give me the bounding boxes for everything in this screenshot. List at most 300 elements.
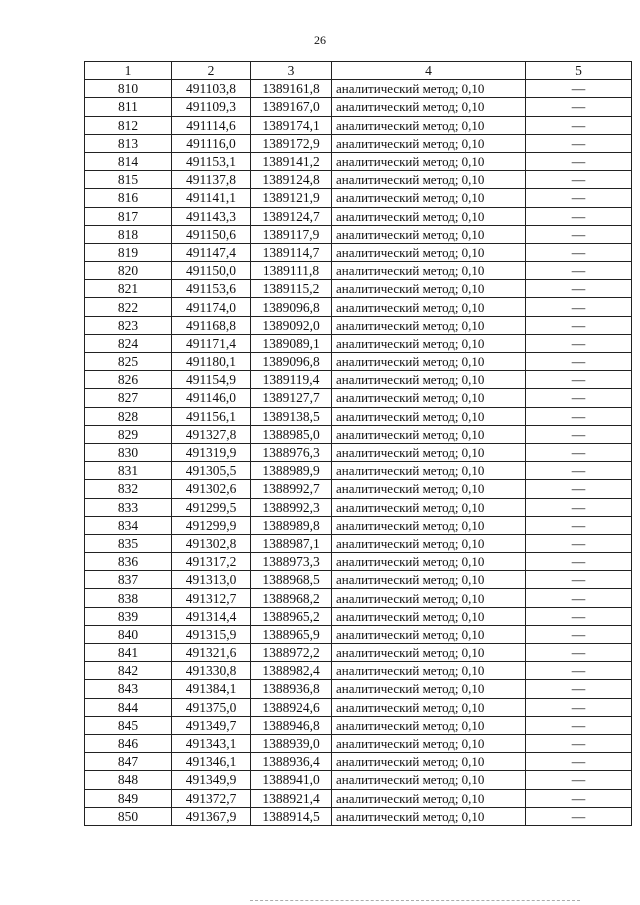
note-cell: — bbox=[571, 572, 586, 588]
coordinate-x-cell: 491153,6 bbox=[185, 281, 237, 297]
table-row bbox=[85, 425, 632, 443]
table-row bbox=[85, 80, 632, 98]
coordinate-y-cell: 1388914,5 bbox=[262, 808, 320, 824]
method-accuracy-cell: аналитический метод; 0,10 bbox=[336, 208, 485, 224]
coordinate-y-cell: 1388982,4 bbox=[262, 663, 320, 679]
coordinate-y-cell: 1389121,9 bbox=[262, 190, 320, 206]
point-number bbox=[85, 171, 172, 189]
coordinate-y-cell: 1389117,9 bbox=[262, 226, 320, 242]
point-number bbox=[85, 134, 172, 152]
point-number bbox=[85, 189, 172, 207]
point-number-cell: 837 bbox=[117, 572, 139, 588]
method-accuracy-cell: аналитический метод; 0,10 bbox=[336, 736, 485, 752]
method-accuracy-cell: аналитический метод; 0,10 bbox=[336, 281, 485, 297]
coordinate-x bbox=[172, 425, 251, 443]
point-number-cell: 817 bbox=[117, 208, 139, 224]
coordinate-y-cell: 1388989,9 bbox=[262, 463, 320, 479]
note bbox=[526, 371, 632, 389]
point-number-cell: 845 bbox=[117, 717, 139, 733]
note-cell: — bbox=[571, 554, 586, 570]
method-accuracy-cell: аналитический метод; 0,10 bbox=[336, 790, 485, 806]
coordinate-x bbox=[172, 716, 251, 734]
note bbox=[526, 243, 632, 261]
note bbox=[526, 262, 632, 280]
method-accuracy-cell: аналитический метод; 0,10 bbox=[336, 81, 485, 97]
coordinate-y bbox=[251, 462, 332, 480]
coordinate-x-cell: 491154,9 bbox=[185, 372, 237, 388]
method-accuracy bbox=[332, 516, 526, 534]
note-cell: — bbox=[571, 390, 586, 406]
coordinate-y bbox=[251, 716, 332, 734]
coordinate-x-cell: 491330,8 bbox=[185, 663, 237, 679]
point-number bbox=[85, 334, 172, 352]
method-accuracy bbox=[332, 462, 526, 480]
table-row bbox=[85, 662, 632, 680]
coordinate-x bbox=[172, 225, 251, 243]
point-number-cell: 847 bbox=[117, 754, 139, 770]
method-accuracy bbox=[332, 734, 526, 752]
point-number bbox=[85, 243, 172, 261]
method-accuracy bbox=[332, 316, 526, 334]
coordinate-x-cell: 491156,1 bbox=[185, 408, 237, 424]
point-number bbox=[85, 425, 172, 443]
note bbox=[526, 589, 632, 607]
coordinate-x bbox=[172, 134, 251, 152]
coordinate-y-cell: 1389161,8 bbox=[262, 81, 320, 97]
coordinate-y-cell: 1389111,8 bbox=[262, 263, 320, 279]
coordinate-x bbox=[172, 243, 251, 261]
coordinate-x bbox=[172, 644, 251, 662]
note-cell: — bbox=[571, 754, 586, 770]
table-row bbox=[85, 571, 632, 589]
coordinate-y-cell: 1388992,7 bbox=[262, 481, 320, 497]
coordinate-x bbox=[172, 152, 251, 170]
note-cell: — bbox=[571, 317, 586, 333]
table-row bbox=[85, 371, 632, 389]
method-accuracy bbox=[332, 480, 526, 498]
coordinate-y-cell: 1388976,3 bbox=[262, 445, 320, 461]
coordinate-y bbox=[251, 480, 332, 498]
coordinate-x bbox=[172, 607, 251, 625]
table-row bbox=[85, 789, 632, 807]
table-row bbox=[85, 207, 632, 225]
note bbox=[526, 789, 632, 807]
note bbox=[526, 644, 632, 662]
point-number bbox=[85, 262, 172, 280]
point-number bbox=[85, 225, 172, 243]
point-number bbox=[85, 516, 172, 534]
coordinate-x-cell: 491346,1 bbox=[185, 754, 237, 770]
coordinate-x-cell: 491319,9 bbox=[185, 445, 237, 461]
coordinate-y bbox=[251, 298, 332, 316]
point-number-cell: 846 bbox=[117, 736, 139, 752]
coordinate-y-cell: 1388936,4 bbox=[262, 754, 320, 770]
coordinate-y bbox=[251, 189, 332, 207]
coordinate-x-cell: 491375,0 bbox=[185, 699, 237, 715]
point-number-cell: 814 bbox=[117, 154, 139, 170]
note bbox=[526, 98, 632, 116]
note bbox=[526, 171, 632, 189]
table-row bbox=[85, 589, 632, 607]
note-cell: — bbox=[571, 645, 586, 661]
point-number bbox=[85, 644, 172, 662]
coordinate-y bbox=[251, 698, 332, 716]
note-cell: — bbox=[571, 790, 586, 806]
point-number bbox=[85, 371, 172, 389]
coordinate-y-cell: 1389141,2 bbox=[262, 154, 320, 170]
coordinate-x-cell: 491317,2 bbox=[185, 554, 237, 570]
coordinate-y bbox=[251, 734, 332, 752]
coordinate-x bbox=[172, 280, 251, 298]
note-cell: — bbox=[571, 281, 586, 297]
method-accuracy-cell: аналитический метод; 0,10 bbox=[336, 572, 485, 588]
note bbox=[526, 553, 632, 571]
method-accuracy-cell: аналитический метод; 0,10 bbox=[336, 426, 485, 442]
method-accuracy bbox=[332, 262, 526, 280]
note bbox=[526, 698, 632, 716]
coordinate-x-cell: 491315,9 bbox=[185, 626, 237, 642]
coordinate-y-cell: 1389172,9 bbox=[262, 135, 320, 151]
note-cell: — bbox=[571, 99, 586, 115]
method-accuracy bbox=[332, 80, 526, 98]
coordinate-x bbox=[172, 98, 251, 116]
note bbox=[526, 407, 632, 425]
method-accuracy bbox=[332, 662, 526, 680]
point-number-cell: 827 bbox=[117, 390, 139, 406]
table-row bbox=[85, 716, 632, 734]
method-accuracy-cell: аналитический метод; 0,10 bbox=[336, 463, 485, 479]
coordinate-y-cell: 1388968,5 bbox=[262, 572, 320, 588]
coordinate-x-cell: 491147,4 bbox=[185, 244, 237, 260]
coordinate-y bbox=[251, 171, 332, 189]
coordinate-x bbox=[172, 298, 251, 316]
point-number-cell: 810 bbox=[117, 81, 139, 97]
coordinate-x bbox=[172, 389, 251, 407]
note-cell: — bbox=[571, 681, 586, 697]
coordinate-y bbox=[251, 389, 332, 407]
method-accuracy-cell: аналитический метод; 0,10 bbox=[336, 481, 485, 497]
note-cell: — bbox=[571, 299, 586, 315]
coordinate-x-cell: 491314,4 bbox=[185, 608, 237, 624]
coordinate-y-cell: 1389119,4 bbox=[262, 372, 320, 388]
method-accuracy bbox=[332, 280, 526, 298]
point-number bbox=[85, 807, 172, 825]
point-number-cell: 830 bbox=[117, 445, 139, 461]
coordinate-x bbox=[172, 462, 251, 480]
point-number bbox=[85, 534, 172, 552]
point-number-cell: 824 bbox=[117, 335, 139, 351]
coordinate-y-cell: 1388939,0 bbox=[262, 736, 320, 752]
coordinate-x bbox=[172, 625, 251, 643]
table-row bbox=[85, 516, 632, 534]
table-row bbox=[85, 98, 632, 116]
method-accuracy-cell: аналитический метод; 0,10 bbox=[336, 626, 485, 642]
method-accuracy bbox=[332, 589, 526, 607]
table-row bbox=[85, 298, 632, 316]
coordinate-y-cell: 1389096,8 bbox=[262, 354, 320, 370]
point-number-cell: 850 bbox=[117, 808, 139, 824]
method-accuracy bbox=[332, 334, 526, 352]
method-accuracy bbox=[332, 243, 526, 261]
coordinate-y-cell: 1389114,7 bbox=[262, 244, 320, 260]
coordinate-x-cell: 491103,8 bbox=[185, 81, 237, 97]
point-number bbox=[85, 662, 172, 680]
method-accuracy-cell: аналитический метод; 0,10 bbox=[336, 335, 485, 351]
coordinate-y-cell: 1388992,3 bbox=[262, 499, 320, 515]
method-accuracy bbox=[332, 225, 526, 243]
note bbox=[526, 662, 632, 680]
note-cell: — bbox=[571, 590, 586, 606]
note-cell: — bbox=[571, 736, 586, 752]
table-row bbox=[85, 680, 632, 698]
method-accuracy-cell: аналитический метод; 0,10 bbox=[336, 590, 485, 606]
point-number bbox=[85, 789, 172, 807]
coordinate-x bbox=[172, 207, 251, 225]
coordinate-y bbox=[251, 498, 332, 516]
coordinate-y bbox=[251, 353, 332, 371]
table-body bbox=[85, 80, 632, 826]
point-number bbox=[85, 480, 172, 498]
table-row bbox=[85, 171, 632, 189]
column-header-2: 2 bbox=[172, 62, 251, 80]
method-accuracy-cell: аналитический метод; 0,10 bbox=[336, 717, 485, 733]
coordinate-y-cell: 1388924,6 bbox=[262, 699, 320, 715]
point-number bbox=[85, 589, 172, 607]
coordinate-y-cell: 1388987,1 bbox=[262, 535, 320, 551]
method-accuracy bbox=[332, 553, 526, 571]
coordinate-x bbox=[172, 407, 251, 425]
method-accuracy-cell: аналитический метод; 0,10 bbox=[336, 226, 485, 242]
coordinate-y bbox=[251, 553, 332, 571]
coordinates-table bbox=[84, 61, 632, 826]
point-number bbox=[85, 389, 172, 407]
coordinate-x-cell: 491302,6 bbox=[185, 481, 237, 497]
method-accuracy bbox=[332, 680, 526, 698]
coordinate-x bbox=[172, 516, 251, 534]
method-accuracy-cell: аналитический метод; 0,10 bbox=[336, 244, 485, 260]
coordinate-x bbox=[172, 371, 251, 389]
point-number-cell: 840 bbox=[117, 626, 139, 642]
table-row bbox=[85, 498, 632, 516]
method-accuracy bbox=[332, 698, 526, 716]
coordinate-x-cell: 491150,6 bbox=[185, 226, 237, 242]
note bbox=[526, 134, 632, 152]
coordinate-y bbox=[251, 589, 332, 607]
method-accuracy bbox=[332, 771, 526, 789]
method-accuracy bbox=[332, 607, 526, 625]
note-cell: — bbox=[571, 117, 586, 133]
coordinate-x-cell: 491343,1 bbox=[185, 736, 237, 752]
coordinate-y bbox=[251, 116, 332, 134]
coordinate-y bbox=[251, 534, 332, 552]
method-accuracy bbox=[332, 425, 526, 443]
table-row bbox=[85, 443, 632, 461]
note bbox=[526, 334, 632, 352]
note-cell: — bbox=[571, 154, 586, 170]
coordinate-x bbox=[172, 443, 251, 461]
coordinate-x-cell: 491114,6 bbox=[186, 117, 236, 133]
coordinate-y bbox=[251, 280, 332, 298]
coordinate-y bbox=[251, 644, 332, 662]
method-accuracy-cell: аналитический метод; 0,10 bbox=[336, 535, 485, 551]
note-cell: — bbox=[571, 499, 586, 515]
coordinate-x-cell: 491313,0 bbox=[185, 572, 237, 588]
coordinate-x bbox=[172, 80, 251, 98]
point-number bbox=[85, 553, 172, 571]
table-row bbox=[85, 644, 632, 662]
coordinate-x-cell: 491116,0 bbox=[186, 135, 236, 151]
coordinate-x bbox=[172, 753, 251, 771]
note bbox=[526, 625, 632, 643]
note-cell: — bbox=[571, 263, 586, 279]
method-accuracy bbox=[332, 716, 526, 734]
coordinate-x bbox=[172, 571, 251, 589]
coordinate-y-cell: 1388921,4 bbox=[262, 790, 320, 806]
coordinate-x-cell: 491109,3 bbox=[185, 99, 237, 115]
coordinate-x-cell: 491349,7 bbox=[185, 717, 237, 733]
point-number-cell: 848 bbox=[117, 772, 139, 788]
method-accuracy-cell: аналитический метод; 0,10 bbox=[336, 263, 485, 279]
table-row bbox=[85, 534, 632, 552]
method-accuracy bbox=[332, 298, 526, 316]
point-number bbox=[85, 298, 172, 316]
point-number-cell: 813 bbox=[117, 135, 139, 151]
point-number-cell: 816 bbox=[117, 190, 139, 206]
coordinate-x bbox=[172, 589, 251, 607]
table-row bbox=[85, 625, 632, 643]
table-row bbox=[85, 734, 632, 752]
point-number-cell: 820 bbox=[117, 263, 139, 279]
note-cell: — bbox=[571, 772, 586, 788]
method-accuracy bbox=[332, 443, 526, 461]
point-number bbox=[85, 353, 172, 371]
coordinate-y bbox=[251, 152, 332, 170]
method-accuracy bbox=[332, 753, 526, 771]
point-number bbox=[85, 498, 172, 516]
coordinate-x bbox=[172, 553, 251, 571]
note-cell: — bbox=[571, 717, 586, 733]
note bbox=[526, 716, 632, 734]
method-accuracy-cell: аналитический метод; 0,10 bbox=[336, 135, 485, 151]
note-cell: — bbox=[571, 172, 586, 188]
coordinate-y-cell: 1389174,1 bbox=[262, 117, 320, 133]
coordinate-y bbox=[251, 607, 332, 625]
column-header-1: 1 bbox=[85, 62, 172, 80]
coordinate-x bbox=[172, 262, 251, 280]
coordinate-x bbox=[172, 316, 251, 334]
point-number bbox=[85, 680, 172, 698]
method-accuracy-cell: аналитический метод; 0,10 bbox=[336, 681, 485, 697]
coordinate-x bbox=[172, 734, 251, 752]
column-header-3: 3 bbox=[251, 62, 332, 80]
point-number-cell: 812 bbox=[117, 117, 139, 133]
method-accuracy-cell: аналитический метод; 0,10 bbox=[336, 554, 485, 570]
coordinate-x-cell: 491153,1 bbox=[185, 154, 237, 170]
coordinate-y bbox=[251, 407, 332, 425]
note-cell: — bbox=[571, 244, 586, 260]
coordinate-x-cell: 491327,8 bbox=[185, 426, 237, 442]
coordinate-x bbox=[172, 480, 251, 498]
point-number bbox=[85, 716, 172, 734]
coordinate-x bbox=[172, 789, 251, 807]
table-row bbox=[85, 407, 632, 425]
note-cell: — bbox=[571, 226, 586, 242]
note-cell: — bbox=[571, 626, 586, 642]
point-number-cell: 844 bbox=[117, 699, 139, 715]
table-row bbox=[85, 753, 632, 771]
coordinate-y-cell: 1389096,8 bbox=[262, 299, 320, 315]
table-row bbox=[85, 698, 632, 716]
coordinate-x-cell: 491312,7 bbox=[185, 590, 237, 606]
coordinate-x-cell: 491302,8 bbox=[185, 535, 237, 551]
coordinate-x bbox=[172, 171, 251, 189]
table-row bbox=[85, 334, 632, 352]
method-accuracy bbox=[332, 134, 526, 152]
method-accuracy-cell: аналитический метод; 0,10 bbox=[336, 190, 485, 206]
point-number bbox=[85, 98, 172, 116]
coordinate-y-cell: 1389167,0 bbox=[262, 99, 320, 115]
table-row bbox=[85, 225, 632, 243]
note bbox=[526, 389, 632, 407]
point-number-cell: 826 bbox=[117, 372, 139, 388]
coordinate-x bbox=[172, 498, 251, 516]
coordinate-y bbox=[251, 807, 332, 825]
method-accuracy-cell: аналитический метод; 0,10 bbox=[336, 408, 485, 424]
method-accuracy bbox=[332, 625, 526, 643]
point-number-cell: 841 bbox=[117, 645, 139, 661]
coordinate-y bbox=[251, 516, 332, 534]
coordinate-y bbox=[251, 371, 332, 389]
note bbox=[526, 280, 632, 298]
coordinate-x-cell: 491137,8 bbox=[185, 172, 237, 188]
note bbox=[526, 316, 632, 334]
method-accuracy-cell: аналитический метод; 0,10 bbox=[336, 372, 485, 388]
point-number-cell: 831 bbox=[117, 463, 139, 479]
coordinate-y bbox=[251, 625, 332, 643]
method-accuracy-cell: аналитический метод; 0,10 bbox=[336, 445, 485, 461]
note bbox=[526, 353, 632, 371]
point-number-cell: 843 bbox=[117, 681, 139, 697]
method-accuracy-cell: аналитический метод; 0,10 bbox=[336, 699, 485, 715]
method-accuracy bbox=[332, 152, 526, 170]
note bbox=[526, 807, 632, 825]
coordinate-y bbox=[251, 134, 332, 152]
note bbox=[526, 207, 632, 225]
coordinate-x-cell: 491141,1 bbox=[185, 190, 237, 206]
column-header-5: 5 bbox=[526, 62, 632, 80]
point-number-cell: 839 bbox=[117, 608, 139, 624]
method-accuracy-cell: аналитический метод; 0,10 bbox=[336, 117, 485, 133]
point-number bbox=[85, 207, 172, 225]
method-accuracy-cell: аналитический метод; 0,10 bbox=[336, 517, 485, 533]
method-accuracy-cell: аналитический метод; 0,10 bbox=[336, 299, 485, 315]
coordinate-x bbox=[172, 680, 251, 698]
coordinate-y bbox=[251, 425, 332, 443]
point-number-cell: 822 bbox=[117, 299, 139, 315]
coordinate-y-cell: 1389092,0 bbox=[262, 317, 320, 333]
point-number-cell: 842 bbox=[117, 663, 139, 679]
method-accuracy-cell: аналитический метод; 0,10 bbox=[336, 99, 485, 115]
column-header-4: 4 bbox=[332, 62, 526, 80]
coordinate-x bbox=[172, 353, 251, 371]
coordinate-y bbox=[251, 571, 332, 589]
point-number-cell: 823 bbox=[117, 317, 139, 333]
coordinate-y-cell: 1388985,0 bbox=[262, 426, 320, 442]
coordinate-y bbox=[251, 98, 332, 116]
coordinate-x-cell: 491146,0 bbox=[185, 390, 237, 406]
method-accuracy bbox=[332, 789, 526, 807]
table-row bbox=[85, 807, 632, 825]
